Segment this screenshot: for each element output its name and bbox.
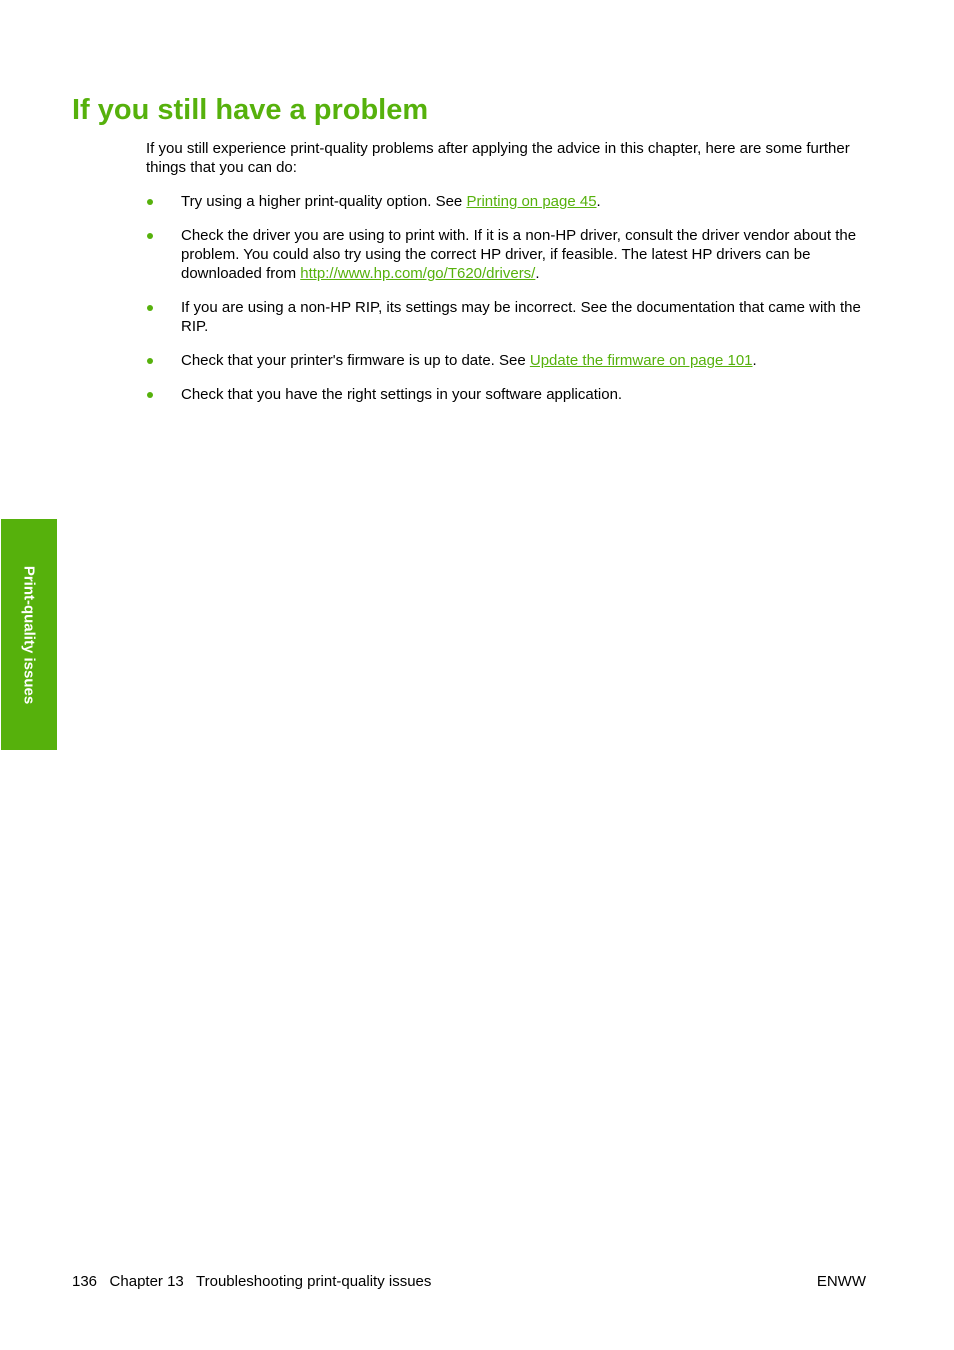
firmware-update-link[interactable]: Update the firmware on page 101 [529,352,753,369]
list-item [146,192,871,211]
bullet-icon [147,392,153,398]
list-item [146,385,871,404]
footer-locale: ENWW [816,1273,866,1290]
list-item [146,351,871,370]
footer-chapter-info [72,1272,431,1291]
list-item [146,226,871,283]
list-item-text: Try using a higher print-quality option. See [181,193,467,210]
printing-link[interactable]: Printing on page 45 [466,193,597,210]
page-number: 136 [72,1273,98,1290]
list-item [146,298,871,336]
chapter-side-tab [1,519,57,750]
page-title: If you still have a problem [72,94,429,126]
bullet-icon [147,233,153,239]
list-item-text: Check that you have the right settings in your software application. [181,386,623,403]
list-item-text: If you are using a non-HP RIP, its settings may be incorrect. See the documentation that came with the RIP. [181,299,861,335]
list-item-text: Check that your printer's firmware is up to date. See [181,352,530,369]
advice-list [146,192,871,419]
side-tab-label: Print-quality issues [20,565,38,704]
bullet-icon [147,358,153,364]
list-item-text-end: . [535,265,540,282]
intro-paragraph: If you still experience print-quality problems after applying the advice in this chapter, here are some further things that you can do: [146,140,850,176]
bullet-icon [147,199,153,205]
list-item-text-end: . [596,193,601,210]
list-item-text: Check the driver you are using to print with. If it is a non-HP driver, consult the driver vendor about the problem. You could also try using the correct HP driver, if feasible. The latest HP drivers can be downloaded from [181,227,857,282]
bullet-icon [147,305,153,311]
footer-chapter-title: Troubleshooting print-quality issues [196,1273,432,1290]
drivers-url-link[interactable]: http://www.hp.com/go/T620/drivers/ [300,265,536,282]
list-item-text-end: . [752,352,757,369]
footer-chapter: Chapter 13 [109,1273,184,1290]
